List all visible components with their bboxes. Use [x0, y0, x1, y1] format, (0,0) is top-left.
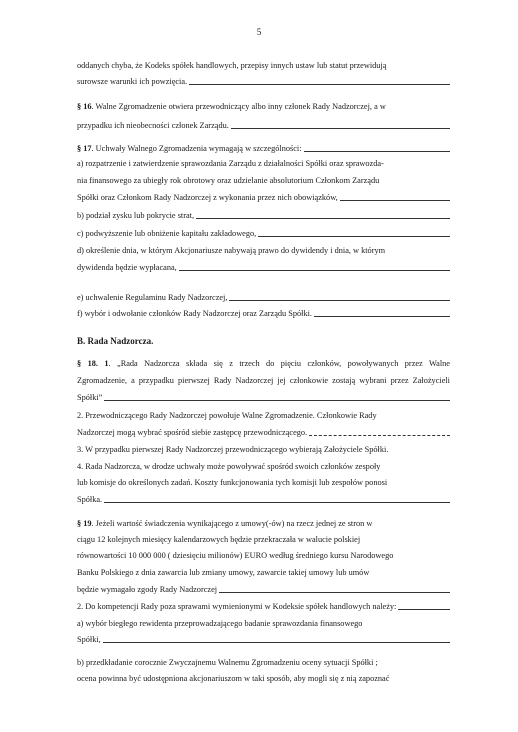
line-text: [77, 410, 377, 422]
line-text: [77, 673, 389, 685]
fill-line: [304, 151, 450, 152]
line-content: Zgromadzenie, a przypadku pierwszej Rady Nadzorczej jej członkowie zostają wybrani przez Założycieli: [77, 376, 450, 385]
fill-line: [179, 270, 450, 271]
line-text: [77, 335, 153, 347]
line-content: surowsze warunki ich powzięcia.: [77, 77, 188, 86]
line-text: [77, 60, 386, 72]
line-content: będzie wymagało zgody Rady Nadzorczej: [77, 585, 218, 594]
line-content: dywidenda będzie wypłacana,: [77, 263, 177, 272]
line-text: [77, 210, 194, 222]
text-line: [77, 477, 450, 489]
line-content: b) podział zysku lub pokrycie strat,: [77, 211, 195, 220]
text-line: [77, 427, 450, 439]
line-text: [77, 101, 386, 113]
text-line: [77, 245, 450, 257]
line-content: 4. Rada Nadzorcza, w drodze uchwały może powoływać spośród swoich członków zespoły: [77, 462, 381, 471]
line-content: ocena powinna być udostępniona akcjonariuszom w taki sposób, aby mogli się z nią zapoznać: [77, 674, 390, 683]
fill-line: [189, 84, 450, 85]
line-text: [77, 143, 302, 155]
fill-line: [219, 592, 450, 593]
line-content: 2. Przewodniczącego Rady Nadzorczej powołuje Walne Zgromadzenie. Członkowie Rady: [77, 411, 377, 420]
line-text: [77, 245, 385, 257]
line-text: [77, 427, 307, 439]
line-text: [77, 175, 379, 187]
line-content: lub komisje do określonych zadań. Koszty funkcjonowania tych komisji lub zespołów ponosi: [77, 478, 388, 487]
section-heading: [77, 335, 450, 347]
line-content: Nadzorczej mogą wybrać spośród siebie zastępcę przewodniczącego.: [77, 428, 308, 437]
line-text: [77, 518, 372, 530]
line-content: równowartości 10 000 000 ( dziesięciu milionów) EURO według średniego kursu Narodowego: [77, 551, 394, 560]
text-line: [77, 175, 450, 187]
text-line: [77, 444, 450, 456]
line-content: a) wybór biegłego rewidenta przeprowadzającego badanie sprawozdania finansowego: [77, 619, 363, 628]
text-line: [77, 76, 450, 88]
paragraph-marker: § 16: [77, 102, 92, 111]
fill-line: [309, 435, 450, 436]
line-content: b) przedkładanie corocznie Zwyczajnemu Walnemu Zgromadzeniu oceny sytuacji Spółki ;: [77, 658, 378, 667]
line-text: [77, 584, 217, 596]
line-content: d) określenie dnia, w którym Akcjonariusze nabywają prawo do dywidendy i dnia, w którym: [77, 246, 386, 255]
text-line: [77, 120, 450, 132]
page-number: 5: [256, 27, 262, 37]
text-line: [77, 410, 450, 422]
line-content: f) wybór i odwołanie członków Rady Nadzorczej oraz Zarządu Spółki.: [77, 309, 312, 318]
line-text: [77, 634, 101, 646]
text-line: [77, 60, 450, 72]
line-text: [77, 192, 338, 204]
line-text: [77, 494, 102, 506]
text-line: [77, 192, 450, 204]
fill-line: [258, 236, 450, 237]
line-text: [77, 534, 360, 546]
line-content: Spółka.: [77, 495, 103, 504]
line-content: c) podwyższenie lub obniżenie kapitału zakładowego,: [77, 229, 257, 238]
text-line: [77, 567, 450, 579]
fill-line: [398, 609, 450, 610]
line-text: [77, 444, 388, 456]
line-content: Spółki,: [77, 635, 101, 644]
text-line: [77, 392, 450, 404]
heading-text: B. Rada Nadzorcza.: [77, 336, 154, 346]
text-line: [77, 143, 450, 155]
paragraph-marker: § 18. 1: [77, 359, 109, 368]
line-text: [77, 76, 187, 88]
line-text: [77, 392, 102, 404]
fill-line: [231, 128, 450, 129]
line-content: oddanych chyba, że Kodeks spółek handlowych, przepisy innych ustaw lub statut przewidują: [77, 61, 387, 70]
line-content: 2. Do kompetencji Rady poza sprawami wymienionymi w Kodeksie spółek handlowych należy:: [77, 602, 397, 611]
fill-line: [340, 200, 450, 201]
text-line: [77, 308, 450, 320]
line-text: [77, 158, 384, 170]
text-line: [77, 550, 450, 562]
line-text: [77, 601, 396, 613]
text-line: [77, 375, 450, 387]
text-line: [77, 601, 450, 613]
line-text: [77, 477, 387, 489]
line-text: [77, 120, 229, 132]
fill-line: [103, 642, 450, 643]
line-content: ciągu 12 kolejnych miesięcy kalendarzowych będzie przekraczała w walucie polskiej: [77, 535, 361, 544]
text-line: [77, 262, 450, 274]
text-line: [77, 158, 450, 170]
line-content: . Uchwały Walnego Zgromadzenia wymagają w szczególności:: [91, 144, 302, 153]
line-content: e) uchwalenie Regulaminu Rady Nadzorczej,: [77, 293, 228, 302]
fill-line: [104, 502, 450, 503]
line-content: . „Rada Nadzorcza składa się z trzech do pięciu członków, powoływanych przez Walne: [108, 359, 450, 368]
text-line: [77, 584, 450, 596]
text-line: [77, 101, 450, 113]
text-line: [77, 228, 450, 240]
text-line: [77, 461, 450, 473]
line-text: [77, 292, 227, 304]
line-text: [77, 550, 393, 562]
paragraph-marker: § 17: [77, 144, 92, 153]
line-content: Spółki”: [77, 393, 103, 402]
fill-line: [314, 316, 450, 317]
text-line: [77, 673, 450, 685]
line-text: [77, 228, 256, 240]
line-text: [77, 567, 369, 579]
text-line: [77, 210, 450, 222]
line-content: a) rozpatrzenie i zatwierdzenie sprawozdania Zarządu z działalności Spółki oraz sprawozda-: [77, 159, 384, 168]
line-text: [77, 375, 450, 387]
line-content: . Walne Zgromadzenie otwiera przewodniczący albo inny członek Rady Nadzorczej, a w: [91, 102, 386, 111]
line-text: [77, 308, 312, 320]
fill-line: [196, 218, 450, 219]
line-text: [77, 262, 177, 274]
text-line: [77, 534, 450, 546]
paragraph-marker: § 19: [77, 519, 92, 528]
text-line: [77, 657, 450, 669]
line-text: [77, 618, 362, 630]
line-text: [77, 358, 450, 370]
line-content: nia finansowego za ubiegły rok obrotowy oraz udzielanie absolutorium Członkom Zarządu: [77, 176, 380, 185]
line-text: [77, 657, 378, 669]
text-line: [77, 518, 450, 530]
line-content: . Jeżeli wartość świadczenia wynikającego z umowy(-ów) na rzecz jednej ze stron w: [91, 519, 373, 528]
text-line: [77, 634, 450, 646]
text-line: [77, 618, 450, 630]
text-line: [77, 494, 450, 506]
fill-line: [229, 300, 450, 301]
line-content: Spółki oraz Członkom Rady Nadzorczej z wykonania przez nich obowiązków,: [77, 193, 338, 202]
line-text: [77, 461, 380, 473]
line-content: Banku Polskiego z dnia zawarcia lub zmiany umowy, zawarcie takiej umowy lub umów: [77, 568, 370, 577]
text-line: [77, 358, 450, 370]
text-line: [77, 292, 450, 304]
fill-line: [104, 400, 450, 401]
line-content: przypadku ich nieobecności członek Zarządu.: [77, 121, 229, 130]
line-content: 3. W przypadku pierwszej Rady Nadzorczej przewodniczącego wybierają Założyciele Spółki.: [77, 445, 389, 454]
